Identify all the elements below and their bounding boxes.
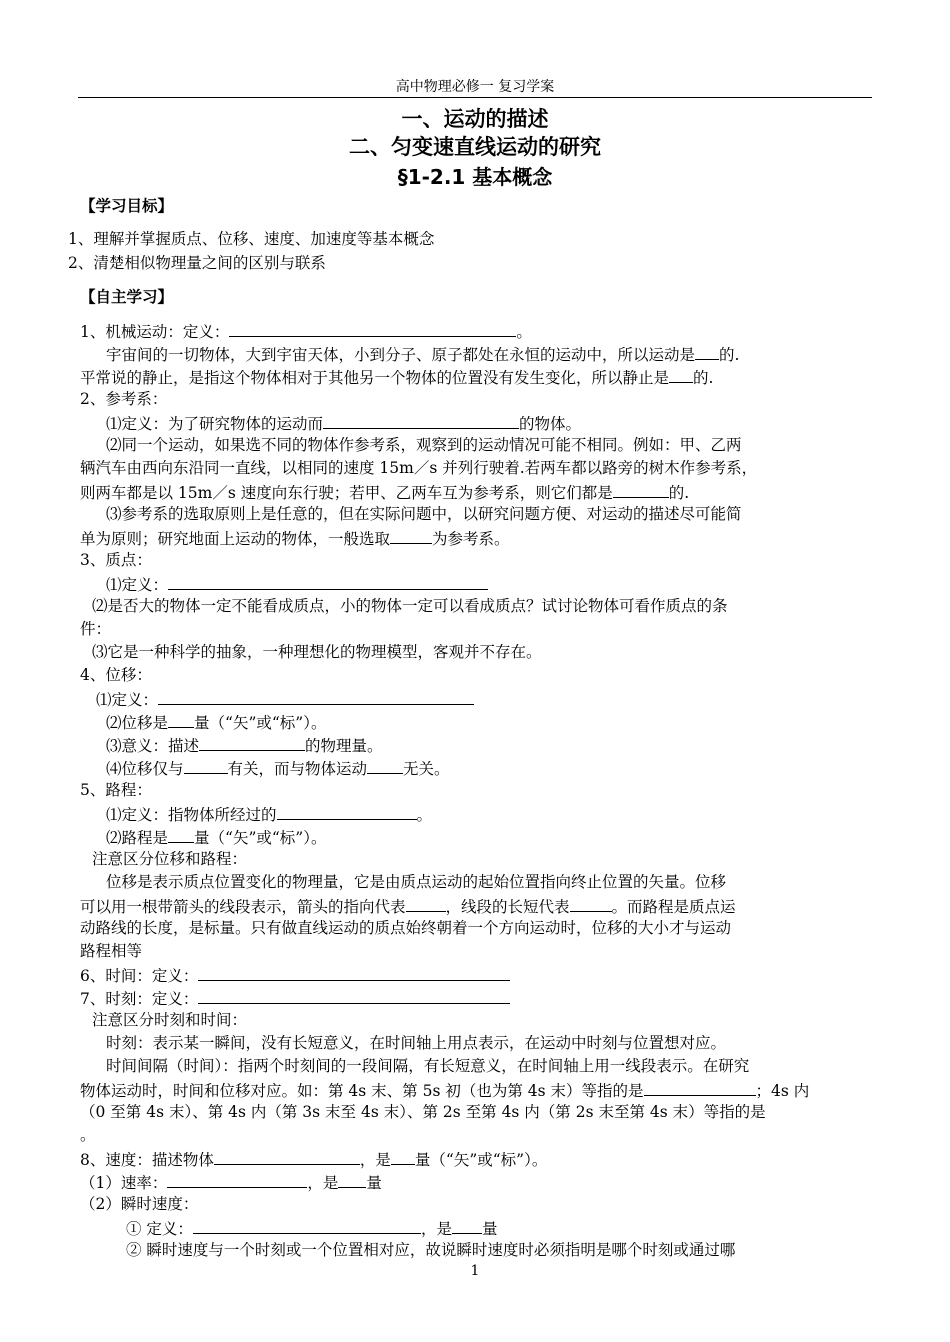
text: ⑴定义：指物体所经过的 xyxy=(106,806,277,824)
page-number: 1 xyxy=(470,1263,480,1279)
text: 可以用一根带箭头的线段表示，箭头的指向代表 xyxy=(80,898,406,916)
paragraph-line xyxy=(106,573,950,595)
paragraph-line xyxy=(80,481,950,503)
text: 量 xyxy=(366,1174,382,1192)
fill-blank[interactable] xyxy=(406,895,446,912)
paragraph-line: 辆汽车由西向东沿同一直线，以相同的速度 15m／s 并列行驶着.若两车都以路旁的树木作参考系， xyxy=(80,459,758,477)
title-chapter-2: 二、匀变速直线运动的研究 xyxy=(349,135,601,159)
paragraph-line xyxy=(106,734,950,756)
text: 有关，而与物体运动 xyxy=(227,760,368,778)
fill-blank[interactable] xyxy=(391,1148,415,1165)
text: 。 xyxy=(416,806,433,824)
fill-blank[interactable] xyxy=(199,734,305,751)
heading-learning-goals: 【学习目标】 xyxy=(80,197,174,215)
fill-blank[interactable] xyxy=(229,320,516,337)
paragraph-line xyxy=(80,527,950,549)
item-instant-velocity: （2）瞬时速度： xyxy=(80,1195,199,1213)
paragraph-line xyxy=(106,412,950,434)
fill-blank[interactable] xyxy=(168,573,488,590)
item-moment xyxy=(80,987,950,1009)
text: ，是 xyxy=(420,1220,452,1238)
paragraph-line xyxy=(96,688,950,710)
fill-blank[interactable] xyxy=(214,1148,360,1165)
text: ⑶意义：描述 xyxy=(106,737,200,755)
paragraph-line: 时刻：表示某一瞬间，没有长短意义，在时间轴上用点表示，在运动中时刻与位置想对应。 xyxy=(106,1034,727,1052)
note-heading: 注意区分时刻和时间： xyxy=(92,1011,248,1029)
fill-blank[interactable] xyxy=(644,1079,756,1096)
goal-2: 2、清楚相似物理量之间的区别与联系 xyxy=(68,254,326,272)
text: 。 xyxy=(516,323,532,341)
fill-blank[interactable] xyxy=(452,1217,482,1234)
paragraph-line xyxy=(106,803,950,825)
text: 量（“矢”或“标”）。 xyxy=(194,829,327,847)
fill-blank[interactable] xyxy=(669,366,693,383)
text: （1）速率： xyxy=(80,1174,168,1192)
text: 8、速度：描述物体 xyxy=(80,1151,214,1169)
text: 平常说的静止，是指这个物体相对于其他另一个物体的位置没有发生变化，所以静止是 xyxy=(80,369,670,387)
text: ⑵位移是 xyxy=(106,714,169,732)
text: 7、时刻：定义： xyxy=(80,990,199,1008)
text: 单为原则；研究地面上运动的物体，一般选取 xyxy=(80,530,391,548)
text: ，线段的长短代表 xyxy=(445,898,570,916)
fill-blank[interactable] xyxy=(168,826,194,843)
text: ；4s 内 xyxy=(755,1082,810,1100)
paragraph-line: 位移是表示质点位置变化的物理量，它是由质点运动的起始位置指向终止位置的矢量。位移 xyxy=(106,873,727,891)
paragraph-line: ⑶它是一种科学的抽象，一种理想化的物理模型，客观并不存在。 xyxy=(92,643,542,661)
note-heading: 注意区分位移和路程： xyxy=(92,850,248,868)
heading-self-study: 【自主学习】 xyxy=(80,288,174,306)
fill-blank[interactable] xyxy=(390,527,432,544)
text: 量 xyxy=(481,1220,498,1238)
item-particle: 3、质点： xyxy=(80,551,152,569)
paragraph-line xyxy=(106,757,950,779)
title-section: §1-2.1 基本概念 xyxy=(397,165,553,189)
fill-blank[interactable] xyxy=(198,987,510,1004)
fill-blank[interactable] xyxy=(158,688,474,705)
text: ，是 xyxy=(307,1174,339,1192)
paragraph-line: ⑵同一个运动，如果选不同的物体作参考系，观察到的运动情况可能不相同。例如：甲、乙两 xyxy=(106,436,742,454)
paragraph-line: ⑶参考系的选取原则上是任意的，但在实际问题中，以研究问题方便、对运动的描述尽可能简 xyxy=(106,505,742,523)
fill-blank[interactable] xyxy=(277,803,417,820)
text: 则两车都是以 15m／s 速度向东行驶；若甲、乙两车互为参考系，则它们都是 xyxy=(80,484,613,502)
fill-blank[interactable] xyxy=(323,412,519,429)
fill-blank[interactable] xyxy=(193,1217,421,1234)
text: ⑴定义： xyxy=(106,576,169,594)
paragraph-line: 。 xyxy=(80,1126,96,1144)
text: 物体运动时，时间和位移对应。如：第 4s 末、第 5s 初（也为第 4s 末）等指的是 xyxy=(80,1082,644,1100)
text: ⑵路程是 xyxy=(106,829,169,847)
text: ① 定义： xyxy=(126,1220,193,1238)
text: 的物体。 xyxy=(519,415,582,433)
fill-blank[interactable] xyxy=(570,895,612,912)
title-chapter-1: 一、运动的描述 xyxy=(401,107,549,131)
fill-blank[interactable] xyxy=(338,1171,366,1188)
fill-blank[interactable] xyxy=(198,964,510,981)
paragraph-line: ⑵是否大的物体一定不能看成质点，小的物体一定可以看成质点？试讨论物体可看作质点的条 xyxy=(92,597,728,615)
fill-blank[interactable] xyxy=(367,757,403,774)
paragraph-line: 路程相等 xyxy=(80,942,143,960)
text: ⑴定义：为了研究物体的运动而 xyxy=(106,415,324,433)
item-path-length: 5、路程： xyxy=(80,781,152,799)
text: ，是 xyxy=(359,1151,391,1169)
text: 量（“矢”或“标”）。 xyxy=(194,714,327,732)
fill-blank[interactable] xyxy=(613,481,669,498)
text: 的. xyxy=(668,484,690,502)
paragraph-line: 时间间隔（时间）：指两个时刻间的一段间隔，有长短意义，在时间轴上用一线段表示。在研究 xyxy=(106,1057,750,1075)
running-header: 高中物理必修一 复习学案 xyxy=(395,79,555,95)
item-displacement: 4、位移： xyxy=(80,666,152,684)
text: 1、机械运动：定义： xyxy=(80,323,230,341)
paragraph-line xyxy=(106,343,950,365)
item-speed xyxy=(80,1171,950,1193)
text: 宇宙间的一切物体，大到宇宙天体，小到分子、原子都处在永恒的运动中，所以运动是 xyxy=(106,346,696,364)
item-velocity xyxy=(80,1148,950,1170)
fill-blank[interactable] xyxy=(695,343,719,360)
item-mechanical-motion xyxy=(80,320,950,342)
item-reference-frame: 2、参考系： xyxy=(80,390,168,408)
paragraph-line: ② 瞬时速度与一个时刻或一个位置相对应，故说瞬时速度时必须指明是哪个时刻或通过哪 xyxy=(126,1241,736,1259)
text: ⑴定义： xyxy=(96,691,159,709)
text: 的物理量。 xyxy=(305,737,383,755)
text: 量（“矢”或“标”）。 xyxy=(414,1151,548,1169)
paragraph-line: 动路线的长度，是标量。只有做直线运动的质点始终朝着一个方向运动时，位移的大小才与运动 xyxy=(80,919,732,937)
text: 。而路程是质点运 xyxy=(611,898,736,916)
text: 无关。 xyxy=(403,760,450,778)
fill-blank[interactable] xyxy=(168,711,194,728)
paragraph-line xyxy=(126,1217,950,1239)
header-rule xyxy=(78,97,872,98)
paragraph-line: （0 至第 4s 末）、第 4s 内（第 3s 末至 4s 末）、第 2s 至第 4s 内（第 2s 末至第 4s 末）等指的是 xyxy=(80,1103,766,1121)
text: 6、时间：定义： xyxy=(80,967,199,985)
paragraph-line xyxy=(80,1079,950,1101)
paragraph-line xyxy=(80,895,950,917)
paragraph-line xyxy=(80,366,950,388)
paragraph-line: 件： xyxy=(80,620,112,638)
fill-blank[interactable] xyxy=(167,1171,307,1188)
text: 的. xyxy=(693,369,714,387)
text: 的. xyxy=(719,346,740,364)
text: ⑷位移仅与 xyxy=(106,760,184,778)
text: 为参考系。 xyxy=(432,530,510,548)
paragraph-line xyxy=(106,711,950,733)
paragraph-line xyxy=(106,826,950,848)
goal-1: 1、理解并掌握质点、位移、速度、加速度等基本概念 xyxy=(68,230,435,248)
fill-blank[interactable] xyxy=(184,757,228,774)
item-time xyxy=(80,964,950,986)
